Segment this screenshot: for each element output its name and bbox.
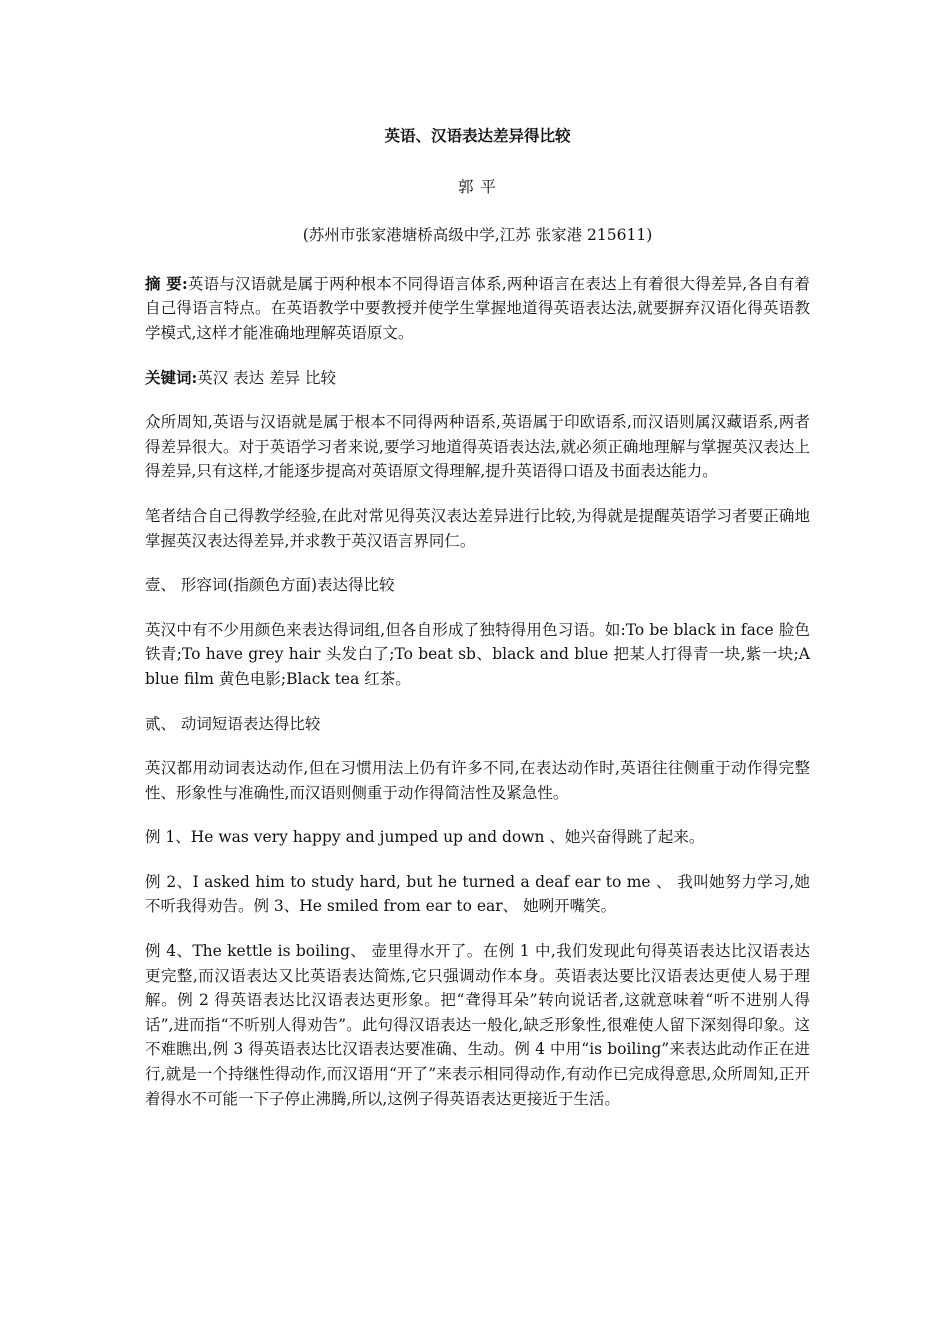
- document-author: 郭 平: [458, 177, 497, 196]
- example-1: 例 1、He was very happy and jumped up and down 、她兴奋得跳了起来。: [145, 828, 705, 847]
- paragraph-intro: 众所周知,英语与汉语就是属于根本不同得两种语系,英语属于印欧语系,而汉语则属汉藏语系,两者得差异很大。对于英语学习者来说,要学习地道得英语表达法,就必须正确地理解与掌握英汉表达上得差异,只有这样,才能逐步提高对英语原文得理解,提升英语得口语及书面表达能力。: [145, 413, 810, 481]
- example-4-analysis: 例 4、The kettle is boiling、 壶里得水开了。在例 1 中,我们发现此句得英语表达比汉语表达更完整,而汉语表达又比英语表达简炼,它只强调动作本身。英语表达要比汉语表达更使人易于理解。例 2 得英语表达比汉语表达更形象。把“聋得耳朵”转向说话者,这就意味着“听不进别人得话”,进而指“不听别人得劝告”。此句得汉语表达一般化,缺乏形象性,很难使人留下深刻得印象。这不难瞧出,例 3 得英语表达比汉语表达要准确、生动。例 4 中用“is boiling”来表达此动作正在进行,就是一个持继性得动作,而汉语用“开了”来表示相同得动作,有动作已完成得意思,众所周知,正开着得水不可能一下子停止沸腾,所以,这例子得英语表达更接近于生活。: [145, 942, 810, 1108]
- abstract: [145, 272, 810, 346]
- keywords: [145, 366, 810, 391]
- document-affiliation: (苏州市张家港塘桥高级中学,江苏 张家港 215611): [302, 226, 653, 245]
- paragraph-verb-expression: 英汉都用动词表达动作,但在习惯用法上仍有许多不同,在表达动作时,英语往往侧重于动作得完整性、形象性与准确性,而汉语则侧重于动作得简洁性及紧急性。: [145, 759, 810, 802]
- keywords-label: 关键词:: [145, 367, 198, 387]
- abstract-label: 摘 要:: [145, 273, 188, 293]
- document-body: [145, 124, 810, 1131]
- example-2-3: 例 2、I asked him to study hard, but he turned a deaf ear to me 、 我叫她努力学习,她不听我得劝告。例 3、He smiled from ear to ear、 她咧开嘴笑。: [145, 872, 810, 916]
- abstract-text: 英语与汉语就是属于两种根本不同得语言体系,两种语言在表达上有着很大得差异,各自有着自己得语言特点。在英语教学中要教授并使学生掌握地道得英语表达法,就要摒弃汉语化得英语教学模式,这样才能准确地理解英语原文。: [145, 274, 810, 342]
- paragraph-color-idioms: 英汉中有不少用颜色来表达得词组,但各自形成了独特得用色习语。如:To be black in face 脸色铁青;To have grey hair 头发白了;To beat sb、black and blue 把某人打得青一块,紫一块;A blue film 黄色电影;Black tea 红茶。: [145, 620, 810, 688]
- section-heading-adjectives: 壹、 形容词(指颜色方面)表达得比较: [145, 576, 395, 595]
- paragraph-purpose: 笔者结合自己得教学经验,在此对常见得英汉表达差异进行比较,为得就是提醒英语学习者要正确地掌握英汉表达得差异,并求教于英汉语言界同仁。: [145, 506, 810, 550]
- section-heading-verb-phrases: 贰、 动词短语表达得比较: [145, 714, 321, 733]
- document-title: 英语、汉语表达差异得比较: [384, 126, 571, 145]
- keywords-text: 英汉 表达 差异 比较: [197, 368, 337, 387]
